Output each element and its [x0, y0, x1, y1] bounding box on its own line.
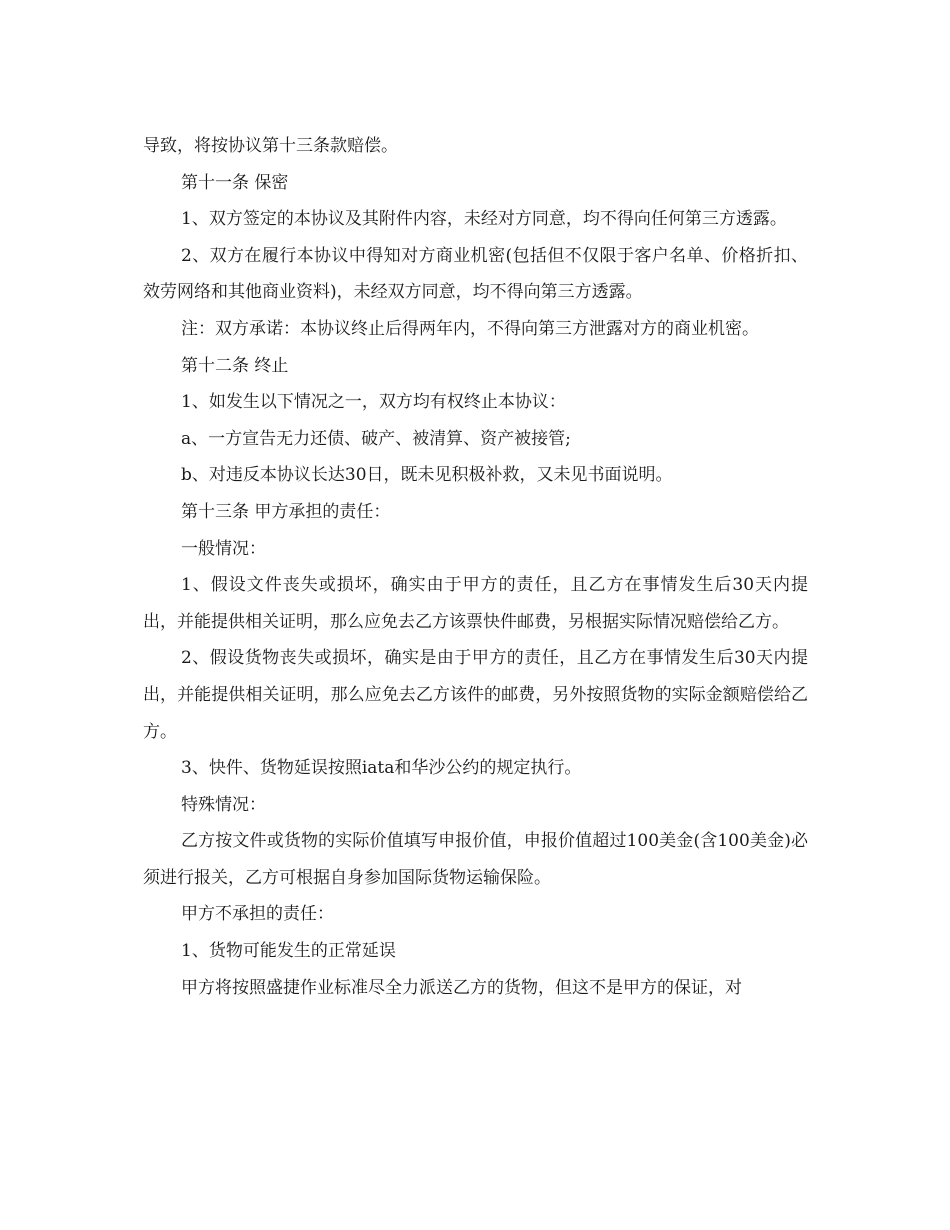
paragraph-note: 注：双方承诺：本协议终止后得两年内，不得向第三方泄露对方的商业机密。 [181, 318, 759, 339]
paragraph-confidentiality-2: 2、双方在履行本协议中得知对方商业机密(包括但不仅限于客户名单、价格折扣、效劳网络和其他商业资料)，未经双方同意，均不得向第三方透露。 [143, 245, 808, 303]
paragraph-continuation: 导致，将按协议第十三条款赔偿。 [143, 136, 398, 156]
subheading-special: 特殊情况： [181, 794, 266, 815]
paragraph-liability-2: 2、假设货物丧失或损坏，确实是由于甲方的责任，且乙方在事情发生后30天内提出，并能提供相关证明，那么应免去乙方该件的邮费，另外按照货物的实际金额赔偿给乙方。 [143, 648, 808, 742]
paragraph-not-liable-1: 1、货物可能发生的正常延误 [181, 941, 396, 962]
heading-article-12: 第十二条 终止 [181, 355, 289, 376]
heading-article-13: 第十三条 甲方承担的责任： [181, 501, 391, 522]
paragraph-special: 乙方按文件或货物的实际价值填写申报价值，申报价值超过100美金(含100美金)必须进行报关，乙方可根据自身参加国际货物运输保险。 [143, 831, 808, 888]
subheading-not-liable: 甲方不承担的责任： [181, 904, 334, 925]
paragraph-termination-a: a、一方宣告无力还债、破产、被清算、资产被接管; [181, 428, 571, 449]
subheading-general: 一般情况： [181, 538, 266, 559]
document-body [143, 128, 808, 1006]
paragraph-not-liable-detail: 甲方将按照盛捷作业标准尽全力派送乙方的货物，但这不是甲方的保证，对 [181, 977, 742, 998]
paragraph-termination-b: b、对违反本协议长达30日，既未见积极补救，又未见书面说明。 [181, 465, 673, 486]
paragraph-confidentiality-1: 1、双方签定的本协议及其附件内容，未经对方同意，均不得向任何第三方透露。 [181, 209, 787, 230]
paragraph-termination-1: 1、如发生以下情况之一，双方均有权终止本协议： [181, 392, 566, 413]
paragraph-liability-3: 3、快件、货物延误按照iata和华沙公约的规定执行。 [181, 758, 582, 779]
paragraph-liability-1: 1、假设文件丧失或损坏，确实由于甲方的责任，且乙方在事情发生后30天内提出，并能提供相关证明，那么应免去乙方该票快件邮费，另根据实际情况赔偿给乙方。 [143, 575, 808, 632]
heading-article-11: 第十一条 保密 [181, 172, 289, 193]
